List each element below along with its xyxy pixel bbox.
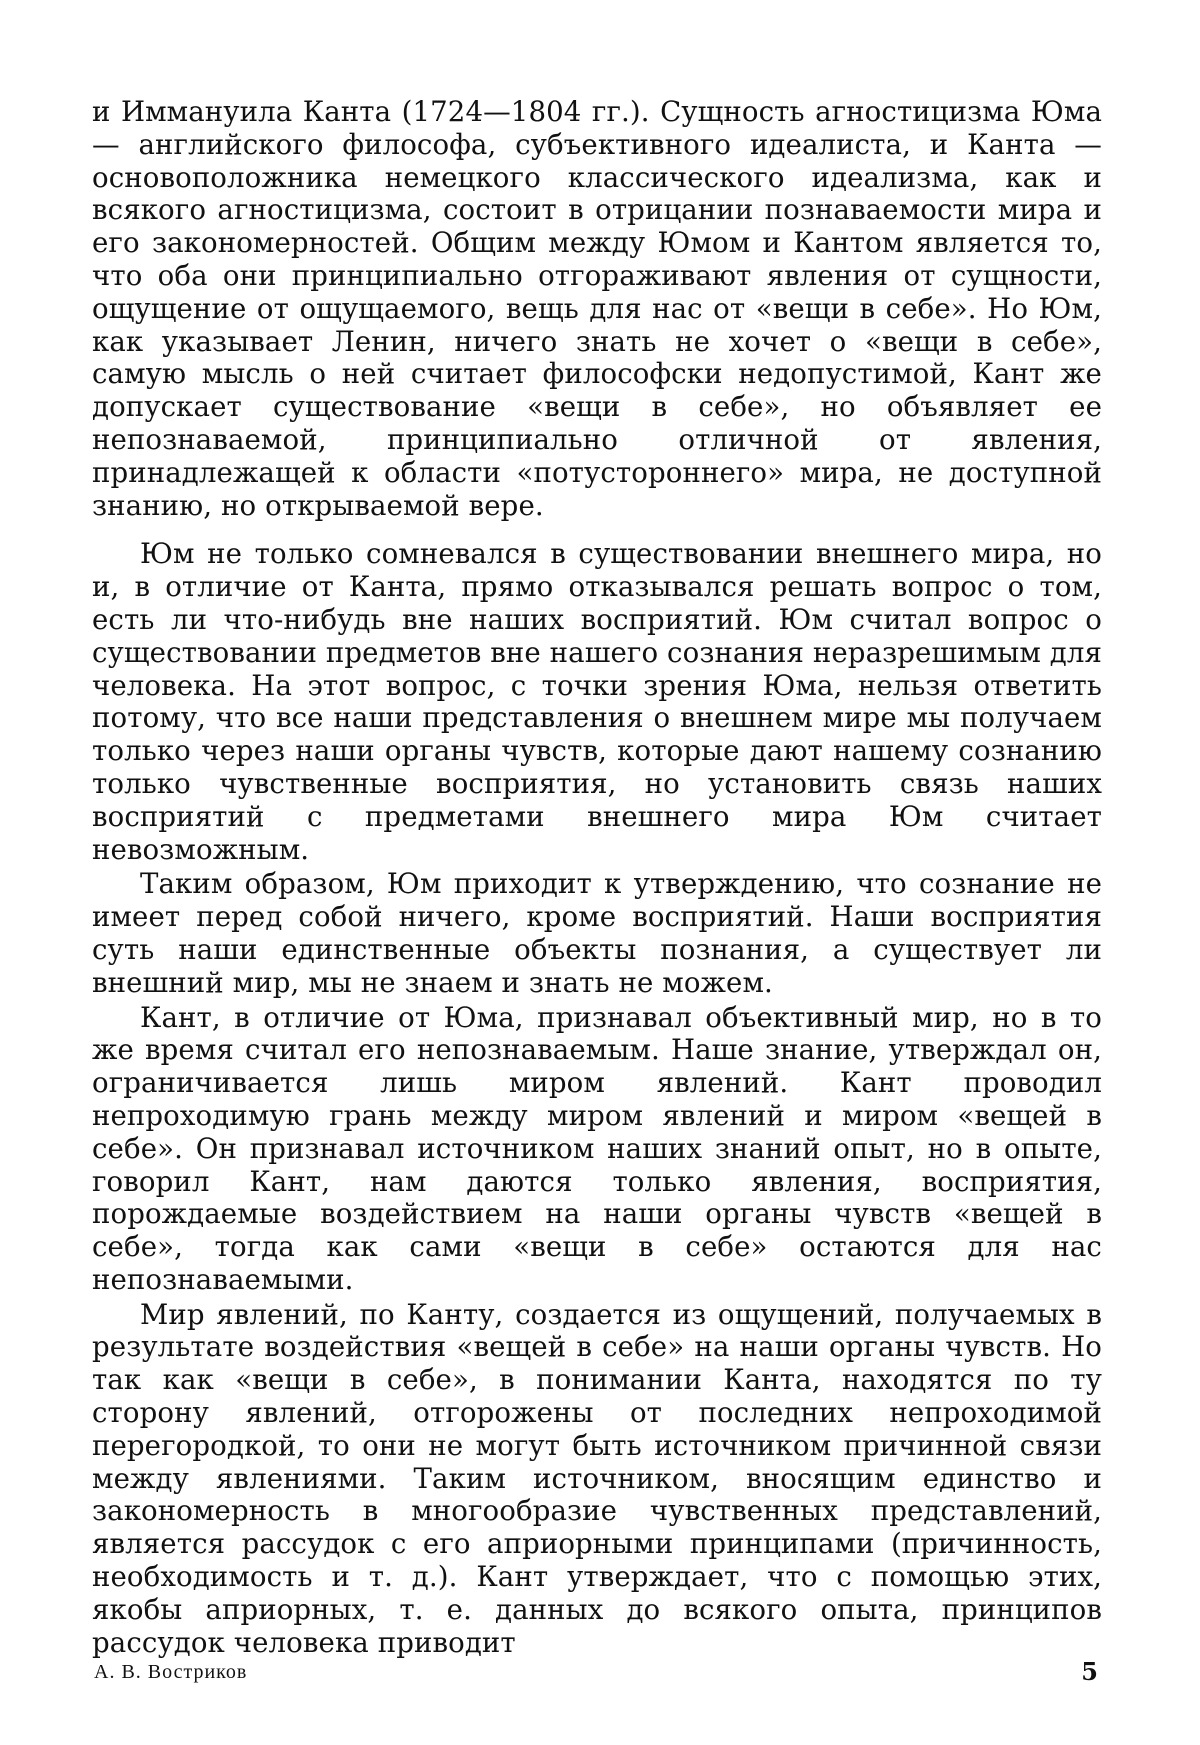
paragraph-hume-conclusion: Таким образом, Юм приходит к утверждению, что сознание не имеет перед собой ничего, кроме восприятий. Наши восприятия суть наши единственные объекты познания, а существует ли внешний мир, мы не знаем и знать не можем.: [92, 867, 1102, 999]
paragraph-kant-world: Кант, в отличие от Юма, признавал объективный мир, но в то же время считал его непознаваемым. Наше знание, утверждал он, ограничивается лишь миром явлений. Кант проводил непроходимую грань между миром явлений и миром «вещей в себе». Он признавал источником наших знаний опыт, но в опыте, говорил Кант, нам даются только явления, восприятия, порождаемые воздействием на наши органы чувств «вещей в себе», тогда как сами «вещи в себе» остаются для нас непознаваемыми.: [92, 1000, 1102, 1296]
page-number: 5: [1081, 1657, 1098, 1686]
paragraph-continuation: и Иммануила Канта (1724—1804 гг.). Сущность агностицизма Юма — английского философа, субъективного идеалиста, и Канта — основоположника немецкого классического идеализма, как и всякого агностицизма, состоит в отрицании познаваемости мира и его закономерностей. Общим между Юмом и Кантом является то, что оба они принципиально отгораживают явления от сущности, ощущение от ощущаемого, вещь для нас от «вещи в себе». Но Юм, как указывает Ленин, ничего знать не хочет о «вещи в себе», самую мысль о ней считает философски недопустимой, Кант же допускает существование «вещи в себе», но объявляет ее непознаваемой, принципиально отличной от явления, принадлежащей к области «потустороннего» мира, не доступной знанию, но открываемой вере.: [92, 95, 1102, 522]
page-footer: [92, 1657, 1102, 1689]
printer-signature: А. В. Востриков: [94, 1661, 248, 1683]
paragraph-hume-doubt: Юм не только сомневался в существовании внешнего мира, но и, в отличие от Канта, прямо отказывался решать вопрос о том, есть ли что-нибудь вне наших восприятий. Юм считал вопрос о существовании предметов вне нашего сознания неразрешимым для человека. На этот вопрос, с точки зрения Юма, нельзя ответить потому, что все наши представления о внешнем мире мы получаем только через наши органы чувств, которые дают нашему сознанию только чувственные восприятия, но установить связь наших восприятий с предметами внешнего мира Юм считает невозможным.: [92, 537, 1102, 866]
paragraph-kant-phenomena: Мир явлений, по Канту, создается из ощущений, получаемых в результате воздействия «вещей в себе» на наши органы чувств. Но так как «вещи в себе», в понимании Канта, находятся по ту сторону явлений, отгорожены от последних непроходимой перегородкой, то они не могут быть источником причинной связи между явлениями. Таким источником, вносящим единство и закономерность в многообразие чувственных представлений, является рассудок с его априорными принципами (причинность, необходимость и т. д.). Кант утверждает, что с помощью этих, якобы априорных, т. е. данных до всякого опыта, принципов рассудок человека приводит: [92, 1297, 1102, 1659]
page-body: [92, 96, 1102, 1659]
